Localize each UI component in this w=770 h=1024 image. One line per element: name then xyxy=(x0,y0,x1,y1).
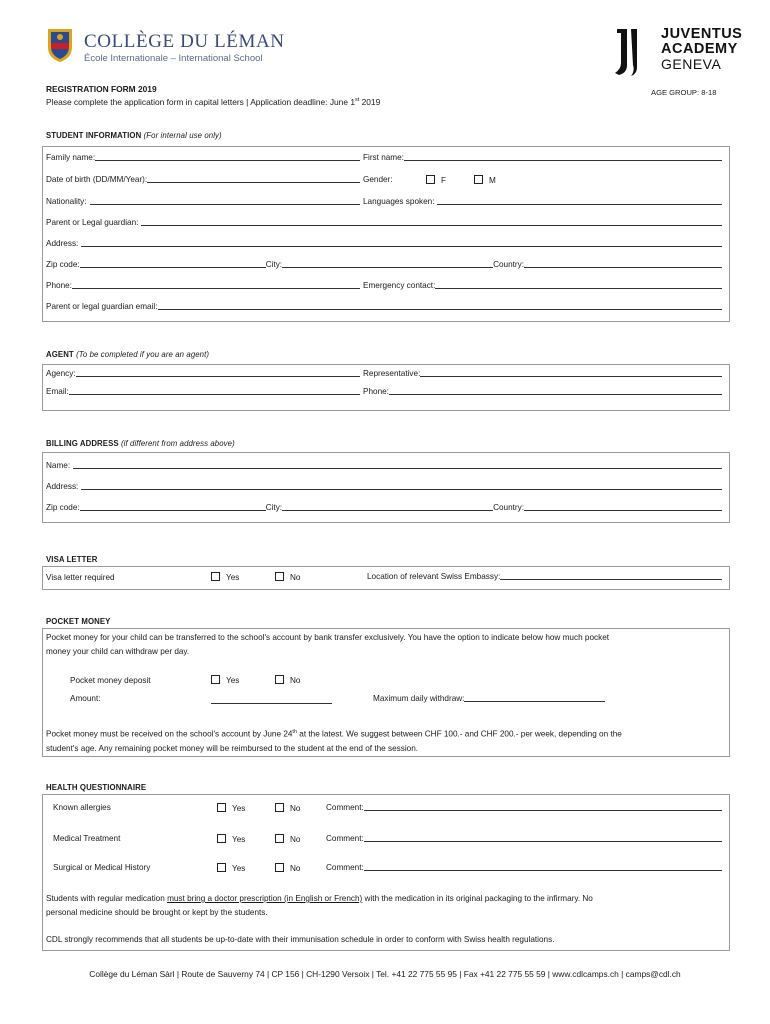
school-crest-icon xyxy=(46,25,74,63)
health-no-label: No xyxy=(290,835,301,844)
academy-line-1: JUVENTUS xyxy=(661,26,743,42)
embassy-label: Location of relevant Swiss Embassy: xyxy=(367,572,501,581)
zip-label: Zip code: xyxy=(46,260,80,269)
guardian-email-field[interactable] xyxy=(158,309,722,310)
health-comment-label: Comment: xyxy=(326,863,364,872)
billing-section-title xyxy=(46,439,235,448)
billing-address-row xyxy=(46,482,722,491)
city-field[interactable] xyxy=(282,267,493,268)
health-yes-checkbox[interactable] xyxy=(217,863,226,872)
gender-label: Gender: xyxy=(363,175,393,184)
gender-m-label: M xyxy=(489,176,496,185)
billing-name-field[interactable] xyxy=(73,468,722,469)
age-group: AGE GROUP: 8-18 xyxy=(651,88,717,97)
billing-note: (if different from address above) xyxy=(120,439,235,448)
emergency-label: Emergency contact: xyxy=(363,281,436,290)
billing-zip-row xyxy=(46,503,722,512)
health-comment-field[interactable] xyxy=(364,870,722,871)
pocket-yes-label: Yes xyxy=(226,676,240,685)
health-row xyxy=(0,863,770,877)
max-daily-label: Maximum daily withdraw: xyxy=(373,694,465,703)
zip-field[interactable] xyxy=(80,267,266,268)
pocket-intro-line-1: Pocket money for your child can be transferred to the school's account by bank transfer exclusively. You have the option to indicate below how much pocket xyxy=(46,633,610,642)
languages-field[interactable] xyxy=(437,204,722,205)
languages-row xyxy=(363,197,722,206)
pocket-no-label: No xyxy=(290,676,301,685)
pocket-note-rest: at the latest. We suggest between CHF 100.- and CHF 200.- per week, depending on the xyxy=(297,729,622,739)
medication-text: Students with regular medication xyxy=(46,894,168,903)
medication-underline: must bring a doctor prescription (in English or French) xyxy=(167,894,363,903)
billing-address-field[interactable] xyxy=(81,489,722,490)
student-section-title xyxy=(46,131,222,140)
agency-label: Agency: xyxy=(46,369,76,378)
immunisation-note: CDL strongly recommends that all students be up-to-date with their immunisation schedule in order to conform with Swiss health regulations. xyxy=(46,935,555,944)
guardian-email-label: Parent or legal guardian email: xyxy=(46,302,158,311)
health-section-title: HEALTH QUESTIONNAIRE xyxy=(46,783,147,792)
juventus-j-icon xyxy=(613,27,649,77)
visa-section-title: VISA LETTER xyxy=(46,555,98,564)
health-comment-field[interactable] xyxy=(364,841,722,842)
student-box xyxy=(42,146,730,322)
gender-f-checkbox[interactable] xyxy=(426,175,435,184)
pocket-amount-label: Amount: xyxy=(70,694,101,703)
agent-section-title xyxy=(46,350,209,359)
health-yes-checkbox[interactable] xyxy=(217,834,226,843)
billing-name-row xyxy=(46,461,722,470)
agent-title: AGENT xyxy=(46,350,74,359)
visa-required-label: Visa letter required xyxy=(46,573,115,582)
instructions-text: Please complete the application form in capital letters | Application deadline: June 1 xyxy=(46,97,355,107)
medication-rest: with the medication in its original packaging to the infirmary. No xyxy=(362,894,593,903)
pocket-note-line-1 xyxy=(46,725,726,742)
guardian-row xyxy=(46,218,722,227)
agent-phone-field[interactable] xyxy=(389,394,722,395)
visa-yes-option[interactable] xyxy=(211,572,239,582)
health-row xyxy=(0,803,770,817)
nationality-field[interactable] xyxy=(90,204,360,205)
family-name-label: Family name: xyxy=(46,153,96,162)
billing-name-label: Name: xyxy=(46,461,71,470)
form-title: REGISTRATION FORM 2019 xyxy=(46,84,157,94)
agency-row xyxy=(46,369,360,378)
health-no-label: No xyxy=(290,864,301,873)
address-field[interactable] xyxy=(81,246,722,247)
guardian-label: Parent or Legal guardian: xyxy=(46,218,139,227)
pocket-deposit-label: Pocket money deposit xyxy=(70,676,151,685)
instructions-year: 2019 xyxy=(359,97,381,107)
school-name: COLLÈGE DU LÉMAN xyxy=(84,31,285,52)
visa-no-checkbox[interactable] xyxy=(275,572,284,581)
representative-field[interactable] xyxy=(420,376,722,377)
pocket-intro-line-2: money your child can withdraw per day. xyxy=(46,647,190,656)
pocket-amount-field[interactable] xyxy=(211,703,332,704)
health-no-option[interactable] xyxy=(275,834,300,844)
agency-field[interactable] xyxy=(76,376,360,377)
visa-yes-label: Yes xyxy=(226,573,240,582)
country-label: Country: xyxy=(493,260,525,269)
health-no-checkbox[interactable] xyxy=(275,834,284,843)
health-yes-checkbox[interactable] xyxy=(217,803,226,812)
agent-email-field[interactable] xyxy=(69,394,360,395)
health-yes-option[interactable] xyxy=(217,834,245,844)
health-no-label: No xyxy=(290,804,301,813)
academy-line-3: GENEVA xyxy=(661,56,722,72)
emergency-row xyxy=(363,281,722,290)
phone-field[interactable] xyxy=(72,288,360,289)
billing-zip-field[interactable] xyxy=(80,510,266,511)
instructions-sup: st xyxy=(354,97,360,104)
languages-label: Languages spoken: xyxy=(363,197,435,206)
student-note: (For internal use only) xyxy=(143,131,222,140)
billing-country-label: Country: xyxy=(493,503,525,512)
medication-note xyxy=(46,892,726,920)
gender-f-label: F xyxy=(441,176,447,185)
agent-note: (To be completed if you are an agent) xyxy=(76,350,210,359)
family-name-row xyxy=(46,153,360,162)
dob-field[interactable] xyxy=(147,182,360,183)
representative-row xyxy=(363,369,722,378)
first-name-row xyxy=(363,153,722,162)
medication-note-line-1 xyxy=(46,892,726,906)
first-name-label: First name: xyxy=(363,153,404,162)
agent-email-label: Email: xyxy=(46,387,69,396)
pocket-note-line-2: student's age. Any remaining pocket money will be reimbursed to the student at the end of the session. xyxy=(46,743,419,753)
gender-f-option[interactable] xyxy=(426,175,446,185)
zip-city-country-row xyxy=(46,260,722,269)
city-label: City: xyxy=(265,260,283,269)
health-yes-label: Yes xyxy=(232,864,246,873)
agent-phone-label: Phone: xyxy=(363,387,389,396)
footer-contact: Collège du Léman Sàrl | Route de Sauverny 74 | CP 156 | CH-1290 Versoix | Tel. +41 22 775 55 95 | Fax +41 22 775 55 59 | www.cdlcamps.ch | camps@cdl.ch xyxy=(89,969,681,979)
nationality-label: Nationality: xyxy=(46,197,87,206)
billing-country-field[interactable] xyxy=(524,510,722,511)
student-title: STUDENT INFORMATION xyxy=(46,131,142,140)
health-yes-option[interactable] xyxy=(217,803,245,813)
pocket-section-title: POCKET MONEY xyxy=(46,617,111,626)
billing-zip-label: Zip code: xyxy=(46,503,80,512)
pocket-intro xyxy=(46,631,726,659)
billing-city-label: City: xyxy=(265,503,283,512)
phone-row xyxy=(46,281,360,290)
emergency-field[interactable] xyxy=(435,288,722,289)
representative-label: Representative: xyxy=(363,369,421,378)
health-no-checkbox[interactable] xyxy=(275,863,284,872)
health-comment-row xyxy=(326,863,722,872)
visa-yes-checkbox[interactable] xyxy=(211,572,220,581)
agent-email-row xyxy=(46,387,360,396)
agent-phone-row xyxy=(363,387,722,396)
health-no-option[interactable] xyxy=(275,863,300,873)
health-comment-label: Comment: xyxy=(326,803,364,812)
health-yes-label: Yes xyxy=(232,804,246,813)
dob-row xyxy=(46,175,360,184)
pocket-no-checkbox[interactable] xyxy=(275,675,284,684)
gender-m-checkbox[interactable] xyxy=(474,175,483,184)
juventus-logo xyxy=(613,27,649,79)
health-row xyxy=(0,834,770,848)
gender-m-option[interactable] xyxy=(474,175,496,185)
health-comment-row xyxy=(326,834,722,843)
pocket-note-sup: th xyxy=(292,729,298,735)
billing-city-field[interactable] xyxy=(282,510,493,511)
academy-name xyxy=(661,27,742,72)
embassy-field[interactable] xyxy=(500,579,722,580)
family-name-field[interactable] xyxy=(95,160,360,161)
pocket-note xyxy=(46,725,726,756)
health-yes-option[interactable] xyxy=(217,863,245,873)
gender-row xyxy=(363,175,393,184)
nationality-row xyxy=(46,197,360,206)
first-name-field[interactable] xyxy=(404,160,722,161)
address-row xyxy=(46,239,722,248)
health-comment-label: Comment: xyxy=(326,834,364,843)
health-row-label: Known allergies xyxy=(53,803,111,812)
medication-note-line-2: personal medicine should be brought or kept by the students. xyxy=(46,908,268,917)
health-comment-field[interactable] xyxy=(364,810,722,811)
guardian-field[interactable] xyxy=(141,225,722,226)
school-subtitle: École Internationale – International School xyxy=(84,53,263,64)
visa-no-label: No xyxy=(290,573,301,582)
dob-label: Date of birth (DD/MM/Year): xyxy=(46,175,148,184)
health-comment-row xyxy=(326,803,722,812)
form-instructions xyxy=(46,97,380,107)
health-no-option[interactable] xyxy=(275,803,300,813)
phone-label: Phone: xyxy=(46,281,72,290)
country-field[interactable] xyxy=(524,267,722,268)
visa-no-option[interactable] xyxy=(275,572,300,582)
max-daily-row xyxy=(373,694,605,703)
guardian-email-row xyxy=(46,302,722,311)
pocket-note-text: Pocket money must be received on the school's account by June 24 xyxy=(46,729,293,739)
billing-title: BILLING ADDRESS xyxy=(46,439,119,448)
health-row-label: Surgical or Medical History xyxy=(53,863,151,872)
pocket-yes-checkbox[interactable] xyxy=(211,675,220,684)
health-row-label: Medical Treatment xyxy=(53,834,121,843)
max-daily-field[interactable] xyxy=(464,701,605,702)
pocket-no-option[interactable] xyxy=(275,675,300,685)
school-logo xyxy=(46,25,74,65)
address-label: Address: xyxy=(46,239,79,248)
health-yes-label: Yes xyxy=(232,835,246,844)
pocket-yes-option[interactable] xyxy=(211,675,239,685)
embassy-row xyxy=(367,572,722,581)
billing-address-label: Address: xyxy=(46,482,79,491)
health-no-checkbox[interactable] xyxy=(275,803,284,812)
academy-line-2: ACADEMY xyxy=(661,41,738,57)
